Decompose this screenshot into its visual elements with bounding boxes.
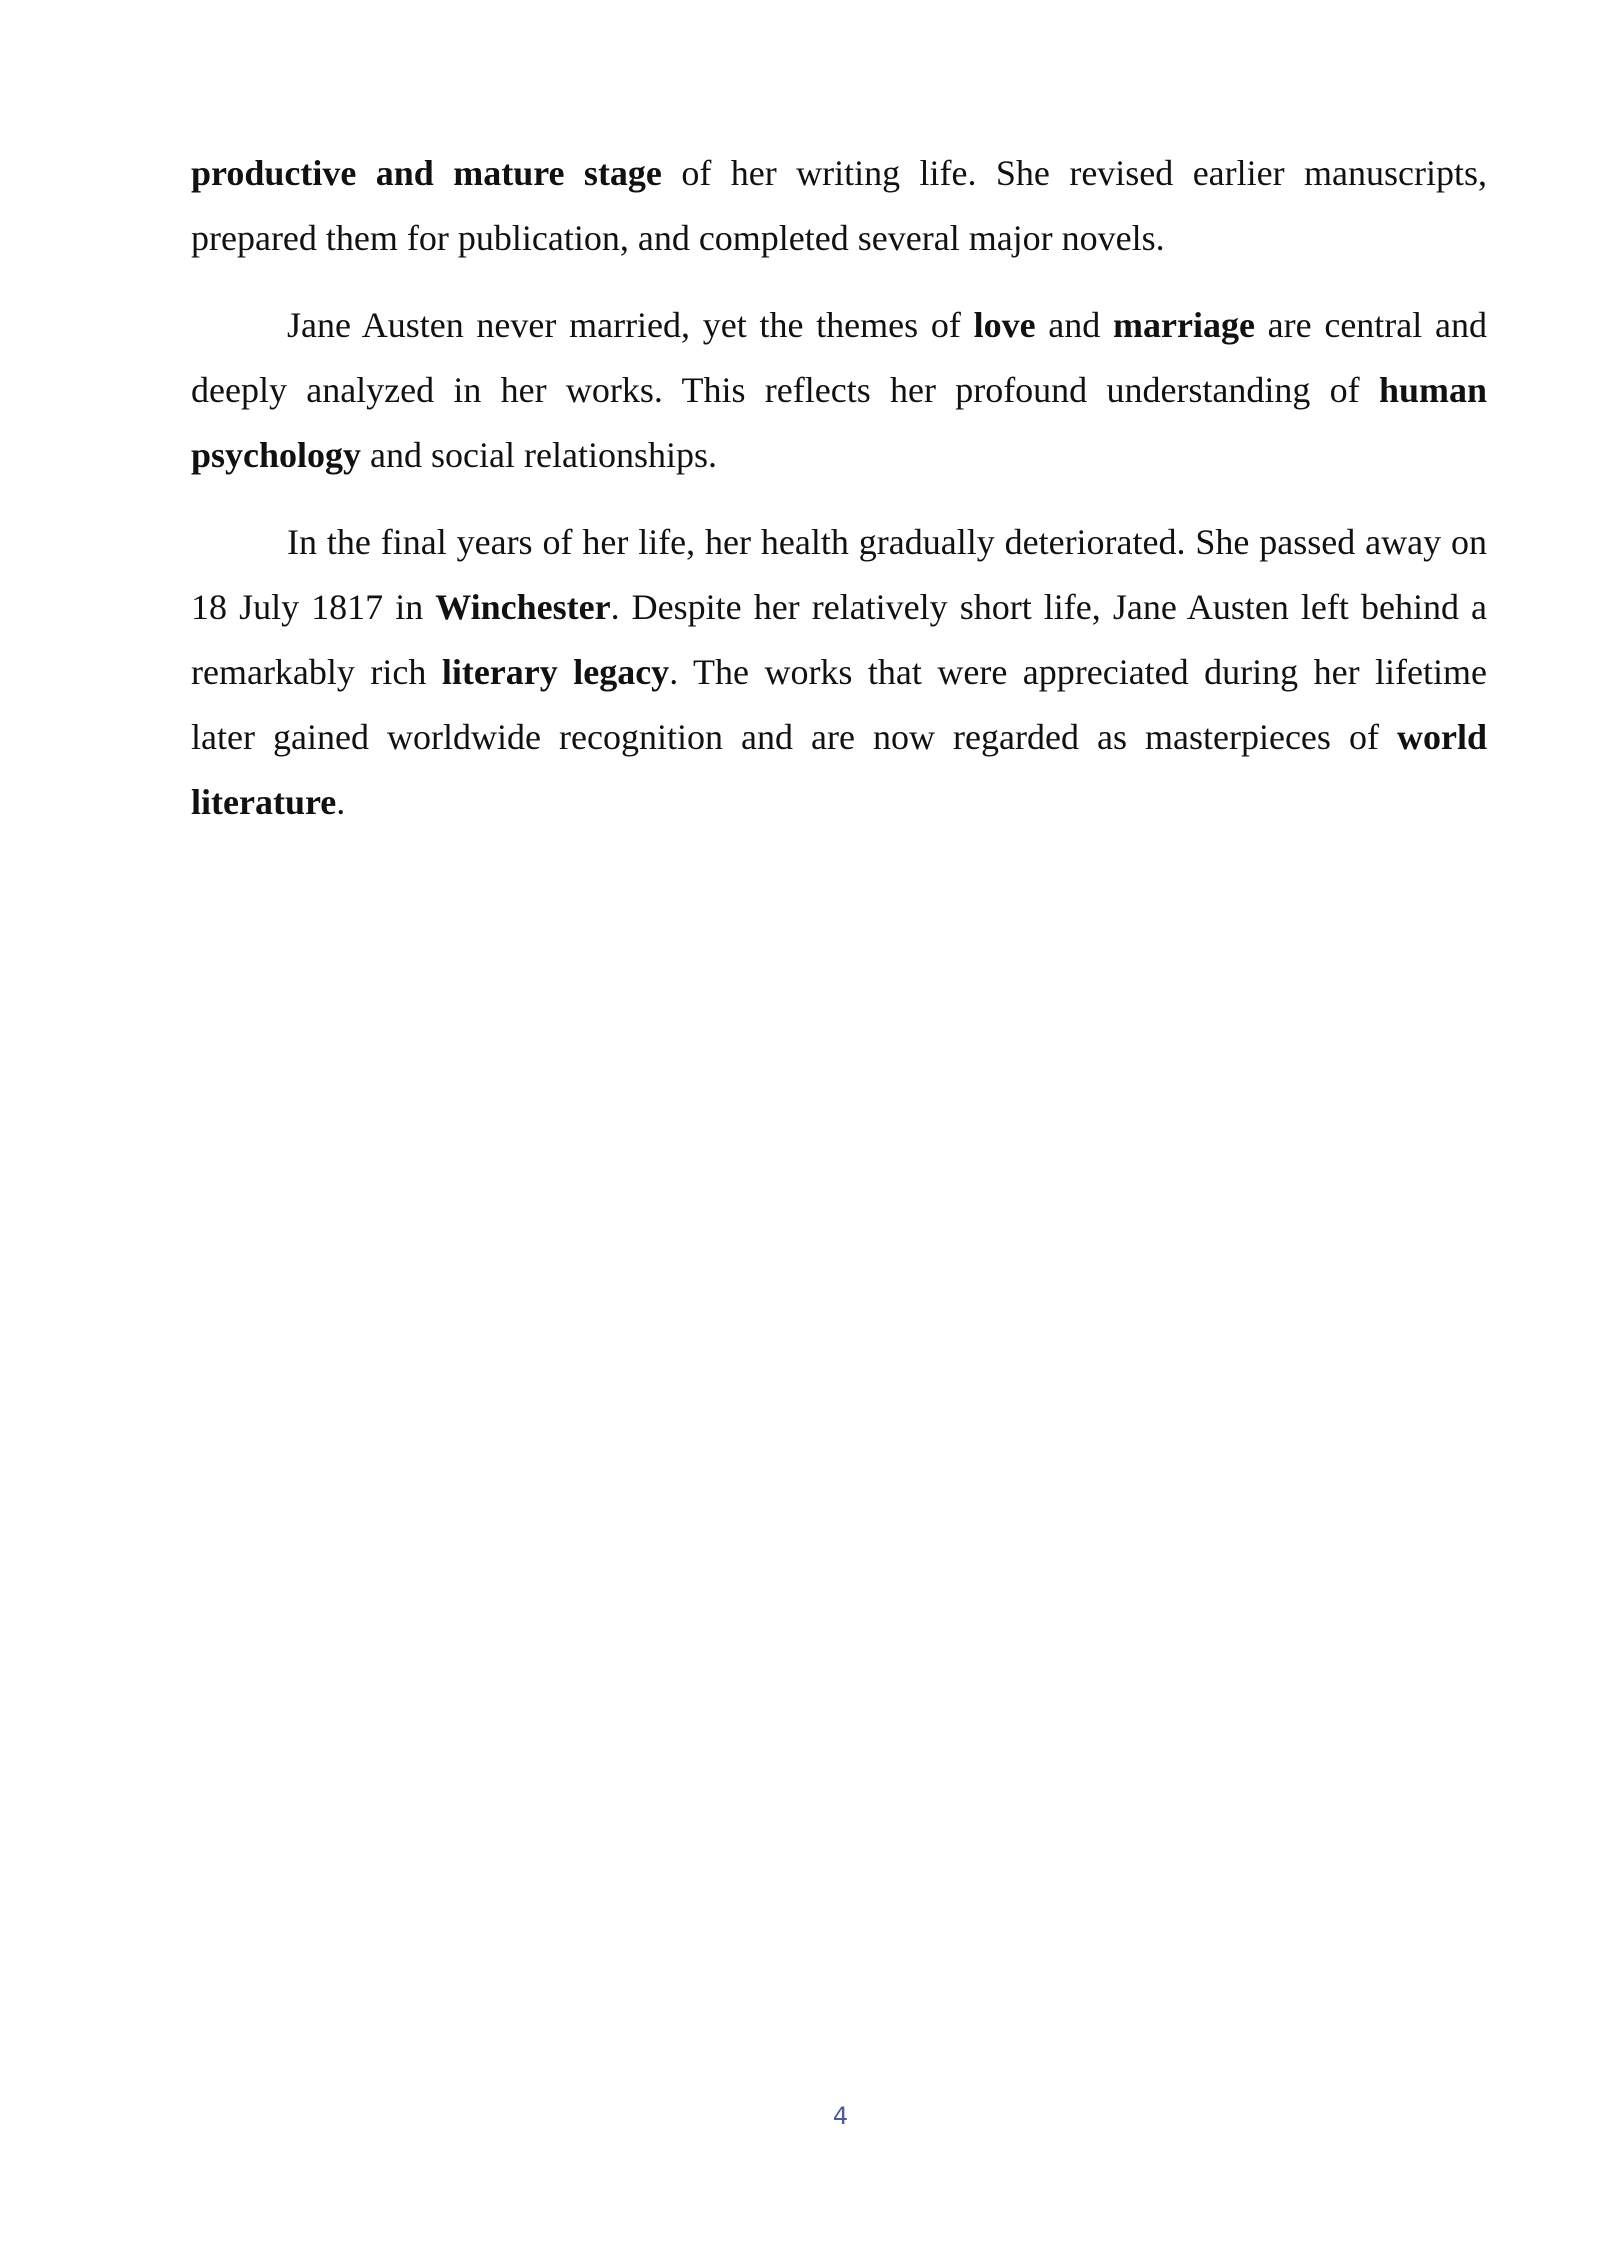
text-run: and [1035, 305, 1114, 345]
bold-phrase: human psychology [191, 370, 1487, 475]
bold-phrase: literary legacy [441, 652, 670, 692]
text-run: are central and deeply analyzed in her works. This reflects her profound understanding of [191, 305, 1487, 410]
bold-phrase: Winchester [435, 587, 611, 627]
text-run: In the final years of her life, her health gradually deteriorated. She passed away on 18 July 1817 in [191, 522, 1487, 627]
text-run: Jane Austen never married, yet the themes of [287, 305, 974, 345]
paragraph-1 [191, 141, 1487, 271]
text-run: . Despite her relatively short life, Jane Austen left behind a remarkably rich [191, 587, 1487, 692]
bold-phrase: world literature [191, 717, 1487, 822]
text-run: of her writing life. She revised earlier manuscripts, prepared them for publication, and completed several major novels. [191, 153, 1488, 258]
text-run: . [336, 782, 346, 822]
paragraph-3 [191, 510, 1487, 835]
document-body [191, 141, 1487, 857]
paragraph-2 [191, 293, 1487, 488]
page-number: 4 [832, 2102, 849, 2130]
bold-phrase: love [973, 305, 1036, 345]
bold-phrase: productive and mature stage [191, 153, 662, 193]
bold-phrase: marriage [1113, 305, 1255, 345]
text-run: and social relationships. [361, 435, 717, 475]
text-run: . The works that were appreciated during her lifetime later gained worldwide recognition and are now regarded as masterpieces of [191, 652, 1487, 757]
